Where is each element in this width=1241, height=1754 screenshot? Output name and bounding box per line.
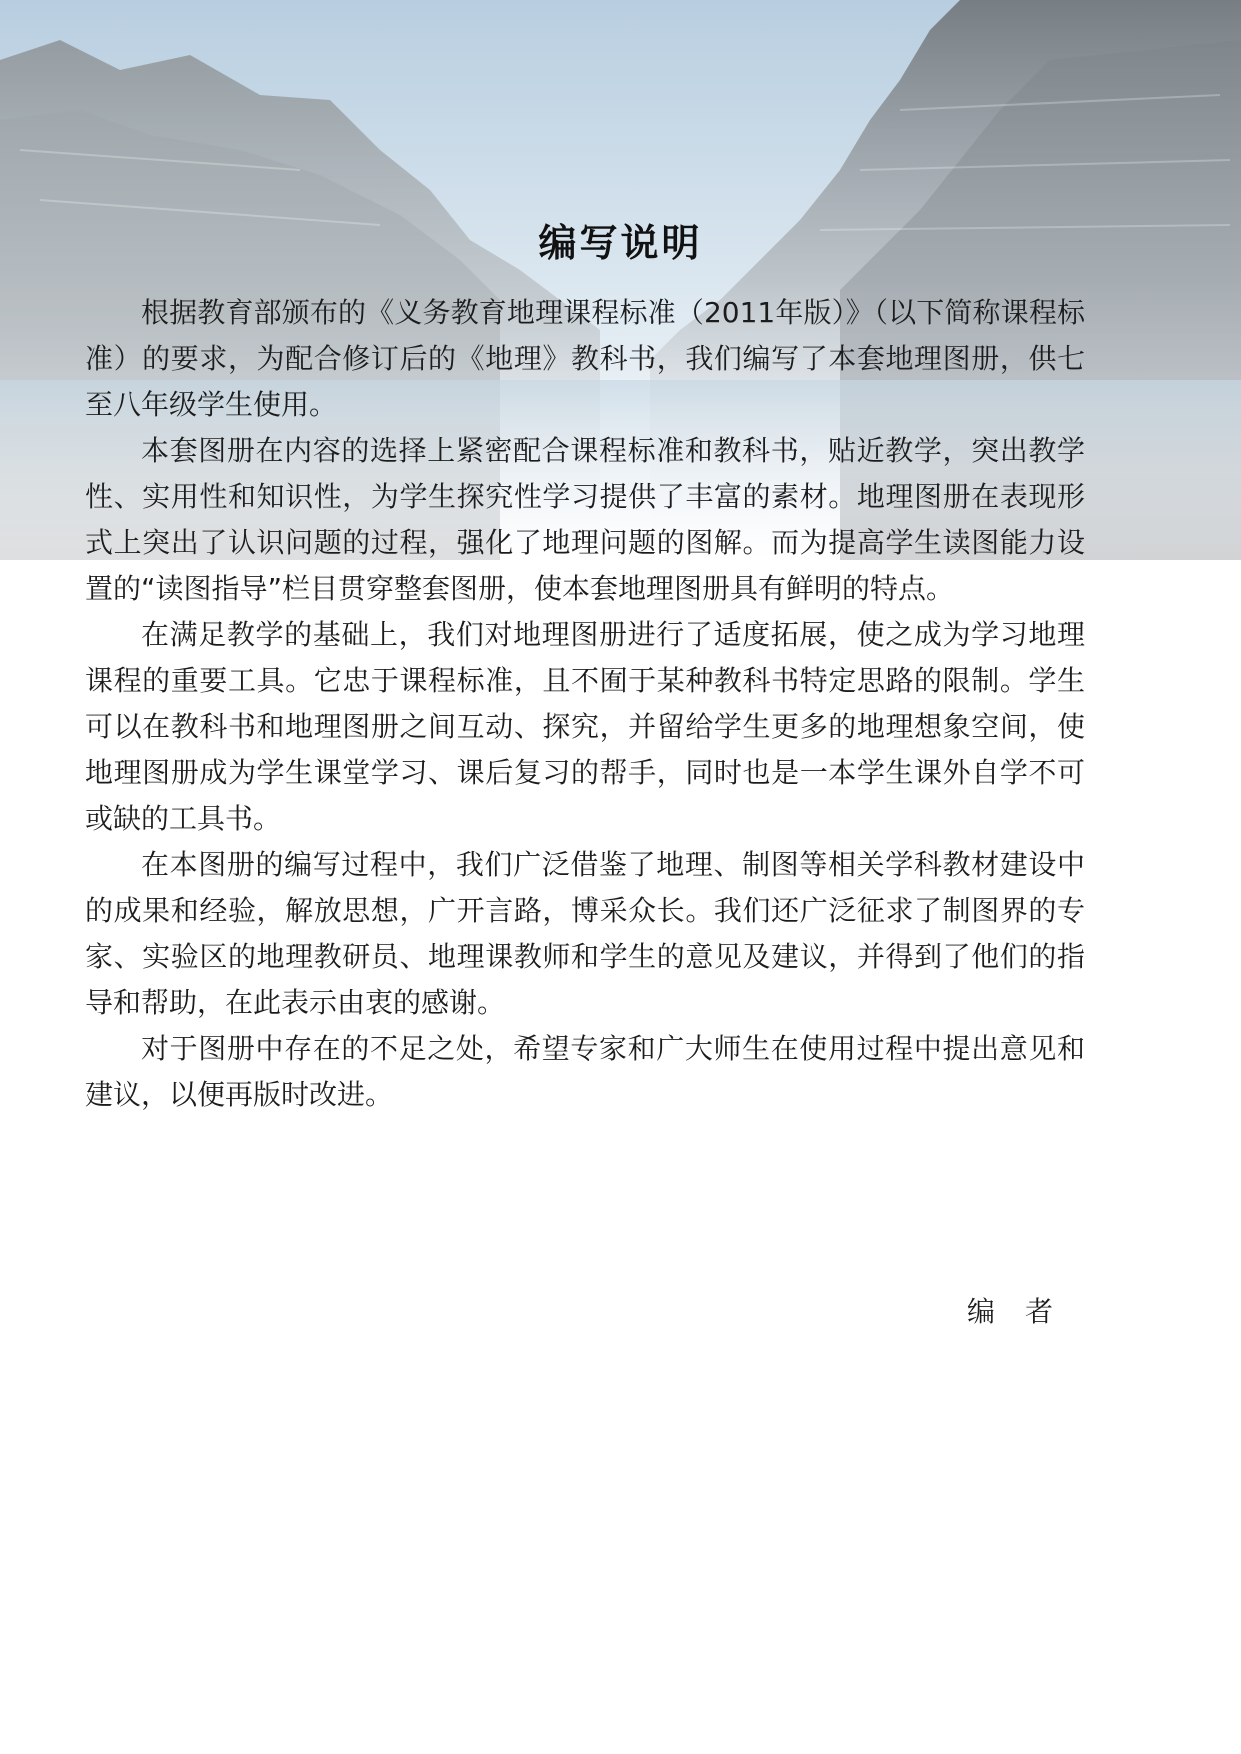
page-title: 编写说明 (538, 221, 703, 265)
author-signature: 编者 (966, 1295, 1083, 1328)
paragraph: 根据教育部颁布的《义务教育地理课程标准（2011年版）》（以下简称课程标准）的要求，为配合修订后的《地理》教科书，我们编写了本套地理图册，供七至八年级学生使用。 (85, 296, 1085, 421)
paragraph: 对于图册中存在的不足之处，希望专家和广大师生在使用过程中提出意见和建议，以便再版时改进。 (85, 1032, 1085, 1111)
paragraph: 本套图册在内容的选择上紧密配合课程标准和教科书，贴近教学，突出教学性、实用性和知识性，为学生探究性学习提供了丰富的素材。地理图册在表现形式上突出了认识问题的过程，强化了地理问题的图解。而为提高学生读图能力设置的“读图指导”栏目贯穿整套图册，使本套地理图册具有鲜明的特点。 (85, 434, 1085, 605)
paragraph: 在满足教学的基础上，我们对地理图册进行了适度拓展，使之成为学习地理课程的重要工具。它忠于课程标准，且不囿于某种教科书特定思路的限制。学生可以在教科书和地理图册之间互动、探究，并留给学生更多的地理想象空间，使地理图册成为学生课堂学习、课后复习的帮手，同时也是一本学生课外自学不可或缺的工具书。 (85, 618, 1085, 835)
paragraph: 在本图册的编写过程中，我们广泛借鉴了地理、制图等相关学科教材建设中的成果和经验，解放思想，广开言路，博采众长。我们还广泛征求了制图界的专家、实验区的地理教研员、地理课教师和学生的意见及建议，并得到了他们的指导和帮助，在此表示由衷的感谢。 (85, 848, 1085, 1019)
body-text (85, 290, 1085, 1118)
